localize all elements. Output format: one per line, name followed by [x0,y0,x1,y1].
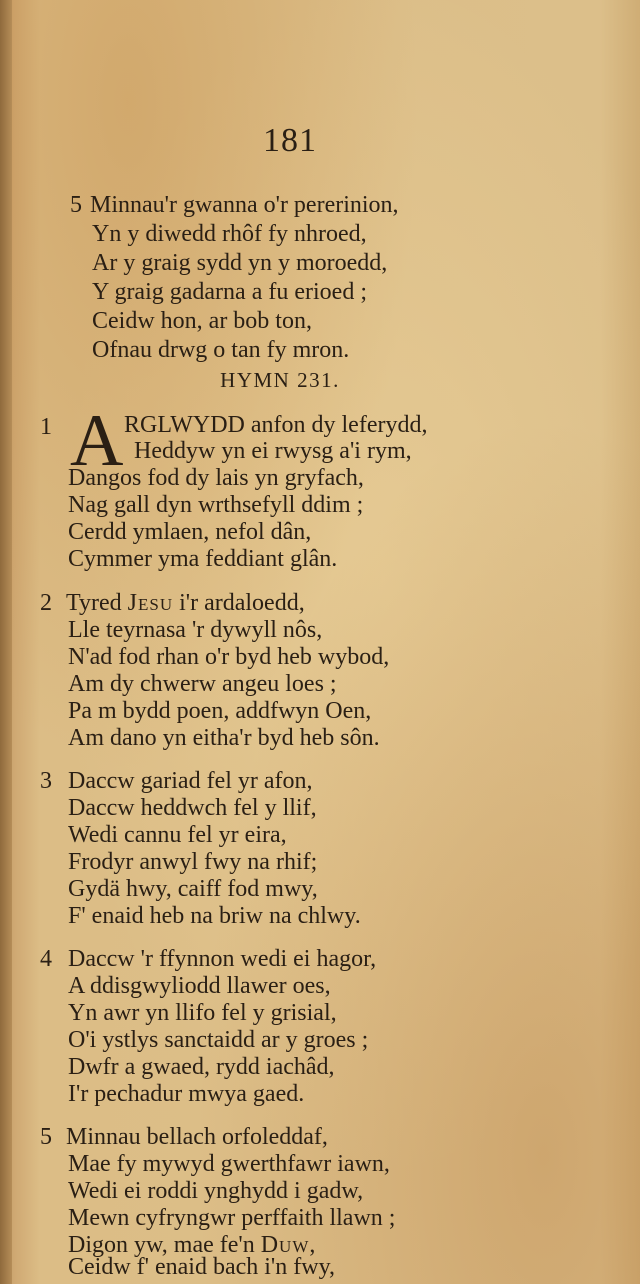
divine-name: Duw [260,1232,310,1258]
verse-line: Ceidw hon, ar bob ton, [92,308,312,334]
page-number: 181 [263,122,317,159]
verse-line: N'ad fod rhan o'r byd heb wybod, [68,644,390,670]
verse-line: Minnau bellach orfoleddaf, [66,1124,328,1150]
verse-line: I'r pechadur mwya gaed. [68,1081,305,1107]
verse-line: Mae fy mywyd gwerthfawr iawn, [68,1151,390,1177]
verse-line: Minnau'r gwanna o'r pererinion, [90,192,399,218]
verse-line: Pa m bydd poen, addfwyn Oen, [68,698,372,724]
verse-line: O'i ystlys sanctaidd ar y groes ; [68,1027,369,1053]
verse-line: RGLWYDD anfon dy leferydd, [124,412,428,438]
verse-line: Lle teyrnasa 'r dywyll nôs, [68,617,323,643]
hymn-title: HYMN 231. [220,368,340,392]
stanza-number: 5 [40,1124,52,1150]
verse-line: Ar y graig sydd yn y moroedd, [92,250,388,276]
stanza-number: 1 [40,414,52,440]
divine-name: Jesu [127,590,174,616]
verse-line: F' enaid heb na briw na chlwy. [68,903,361,929]
verse-line: Dwfr a gwaed, rydd iachâd, [68,1054,335,1080]
book-spine [0,0,12,1284]
verse-line: Cerdd ymlaen, nefol dân, [68,519,312,545]
verse-line: Frodyr anwyl fwy na rhif; [68,849,318,875]
stanza-number: 2 [40,590,52,616]
verse-line: Digon yw, mae fe'n Duw, [68,1232,316,1258]
drop-cap: A [70,400,124,482]
verse-line: Am dy chwerw angeu loes ; [68,671,337,697]
verse-line: Mewn cyfryngwr perffaith llawn ; [68,1205,396,1231]
verse-line: Heddyw yn ei rwysg a'i rym, [134,438,412,464]
verse-line: Yn y diwedd rhôf fy nhroed, [92,221,367,247]
verse-line: Daccw 'r ffynnon wedi ei hagor, [68,946,377,972]
verse-line: Daccw heddwch fel y llif, [68,795,317,821]
verse-line: Cymmer yma feddiant glân. [68,546,338,572]
verse-line: Gydä hwy, caiff fod mwy, [68,876,318,902]
stanza-number: 4 [40,946,52,972]
verse-line: Wedi ei roddi ynghydd i gadw, [68,1178,364,1204]
verse-line: Daccw gariad fel yr afon, [68,768,313,794]
verse-line: Tyred Jesu i'r ardaloedd, [66,590,305,616]
verse-line: Yn awr yn llifo fel y grisial, [68,1000,337,1026]
stanza-number: 5 [70,192,82,218]
verse-line: Nag gall dyn wrthsefyll ddim ; [68,492,364,518]
verse-line: Y graig gadarna a fu erioed ; [92,279,367,305]
verse-line: Dangos fod dy lais yn gryfach, [68,465,364,491]
stanza-number: 3 [40,768,52,794]
verse-line: A ddisgwyliodd llawer oes, [68,973,331,999]
verse-line: Am dano yn eitha'r byd heb sôn. [68,725,380,751]
verse-line: Ceidw f' enaid bach i'n fwy, [68,1254,336,1280]
verse-line: Ofnau drwg o tan fy mron. [92,337,350,363]
verse-line: Wedi cannu fel yr eira, [68,822,287,848]
